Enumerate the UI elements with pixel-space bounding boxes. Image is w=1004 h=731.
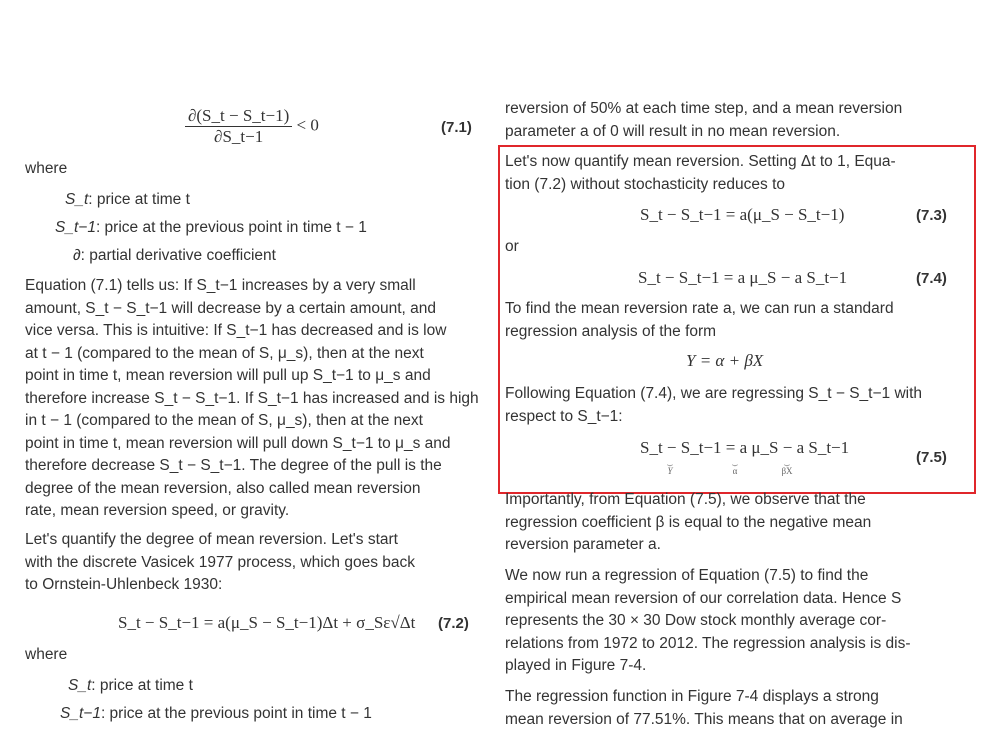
where-label-2: where (25, 646, 68, 663)
definition-item: S_t−1: price at the previous point in time t − 1 (55, 219, 367, 236)
definition-item: ∂: partial derivative coefficient (73, 247, 276, 264)
equation-7-1-fraction (185, 106, 292, 147)
underbrace-y: ⏟ Y (667, 456, 673, 476)
equation-linear-model: Y = α + βX (686, 351, 764, 370)
paragraph-regression-form: To find the mean reversion rate a, we can run a standard regression analysis of the form (505, 300, 894, 340)
equation-7-1-label: (7.1) (441, 119, 472, 136)
equation-7-4-label: (7.4) (916, 270, 947, 287)
equation-7-5-label: (7.5) (916, 449, 947, 466)
paragraph-eq71-explanation: Equation (7.1) tells us: If S_t−1 increases by a very small amount, S_t − S_t−1 will decrease by a certain amount, and vice versa. This is intuitive: If S_t−1 has decreased and is low at t − 1 (compared to the mean of S, μ_s), then at the next point in time t, mean reversion will pull up S_t−1 to μ_s and therefore increase S_t − S_t−1. If S_t−1 has increased and is high in t − 1 (compared to the mean of S, μ_s), then at the next point in time t, mean reversion will pull down S_t−1 to μ_s and therefore decrease S_t − S_t−1. The degree of the pull is the degree of the mean reversion, also called mean reversion rate, mean reversion speed, or gravity. (25, 277, 479, 519)
equation-7-3: S_t − S_t−1 = a(μ_S − S_t−1) (640, 205, 845, 224)
equation-7-4: S_t − S_t−1 = a μ_S − a S_t−1 (638, 268, 848, 287)
paragraph-importantly: Importantly, from Equation (7.5), we observe that the regression coefficient β is equal to the negative mean reversion parameter a. (505, 491, 872, 553)
equation-7-1-numerator: ∂(S_t − S_t−1) (185, 106, 292, 127)
equation-7-2: S_t − S_t−1 = a(μ_S − S_t−1)Δt + σ_Sε√Δt (118, 613, 416, 632)
paragraph-reversion-intro: reversion of 50% at each time step, and a mean reversion parameter a of 0 will result in no mean reversion. (505, 100, 903, 140)
equation-7-5-expr: S_t − S_t−1 = a μ_S − a S_t−1 (640, 438, 850, 457)
equation-7-1-rhs: < 0 (296, 115, 319, 135)
underbrace-alpha: ⏟ α (732, 456, 738, 476)
equation-7-5-underbraces (640, 457, 810, 477)
paragraph-run-regression: We now run a regression of Equation (7.5) to find the empirical mean reversion of our correlation data. Hence S represents the 30 × 30 Dow stock monthly average cor- relations from 1972 to 2012. The regression analysis is dis- played in Figure 7-4. (505, 567, 911, 674)
paragraph-regression-function: The regression function in Figure 7-4 displays a strong mean reversion of 77.51%. This means that on average in (505, 688, 903, 728)
equation-7-2-label: (7.2) (438, 615, 469, 632)
equation-7-1 (185, 106, 319, 147)
definition-item: S_t: price at time t (68, 677, 193, 694)
underbrace-beta-x: ⏟ βX (781, 456, 793, 476)
paragraph-quantify: Let's now quantify mean reversion. Setting Δt to 1, Equa- tion (7.2) without stochasticity reduces to (505, 153, 896, 193)
definition-item: S_t−1: price at the previous point in time t − 1 (60, 705, 372, 722)
or-label: or (505, 238, 519, 255)
paragraph-following: Following Equation (7.4), we are regressing S_t − S_t−1 with respect to S_t−1: (505, 385, 923, 425)
paragraph-vasicek: Let's quantify the degree of mean reversion. Let's start with the discrete Vasicek 1977 process, which goes back to Ornstein-Uhlenbeck 1930: (25, 531, 415, 593)
where-label: where (25, 160, 68, 177)
equation-7-3-label: (7.3) (916, 207, 947, 224)
equation-7-1-denominator: ∂S_t−1 (214, 127, 264, 146)
definition-item: S_t: price at time t (65, 191, 190, 208)
definition-list-1 (25, 189, 475, 273)
equation-7-5 (640, 438, 849, 458)
definition-list-2 (25, 675, 475, 731)
